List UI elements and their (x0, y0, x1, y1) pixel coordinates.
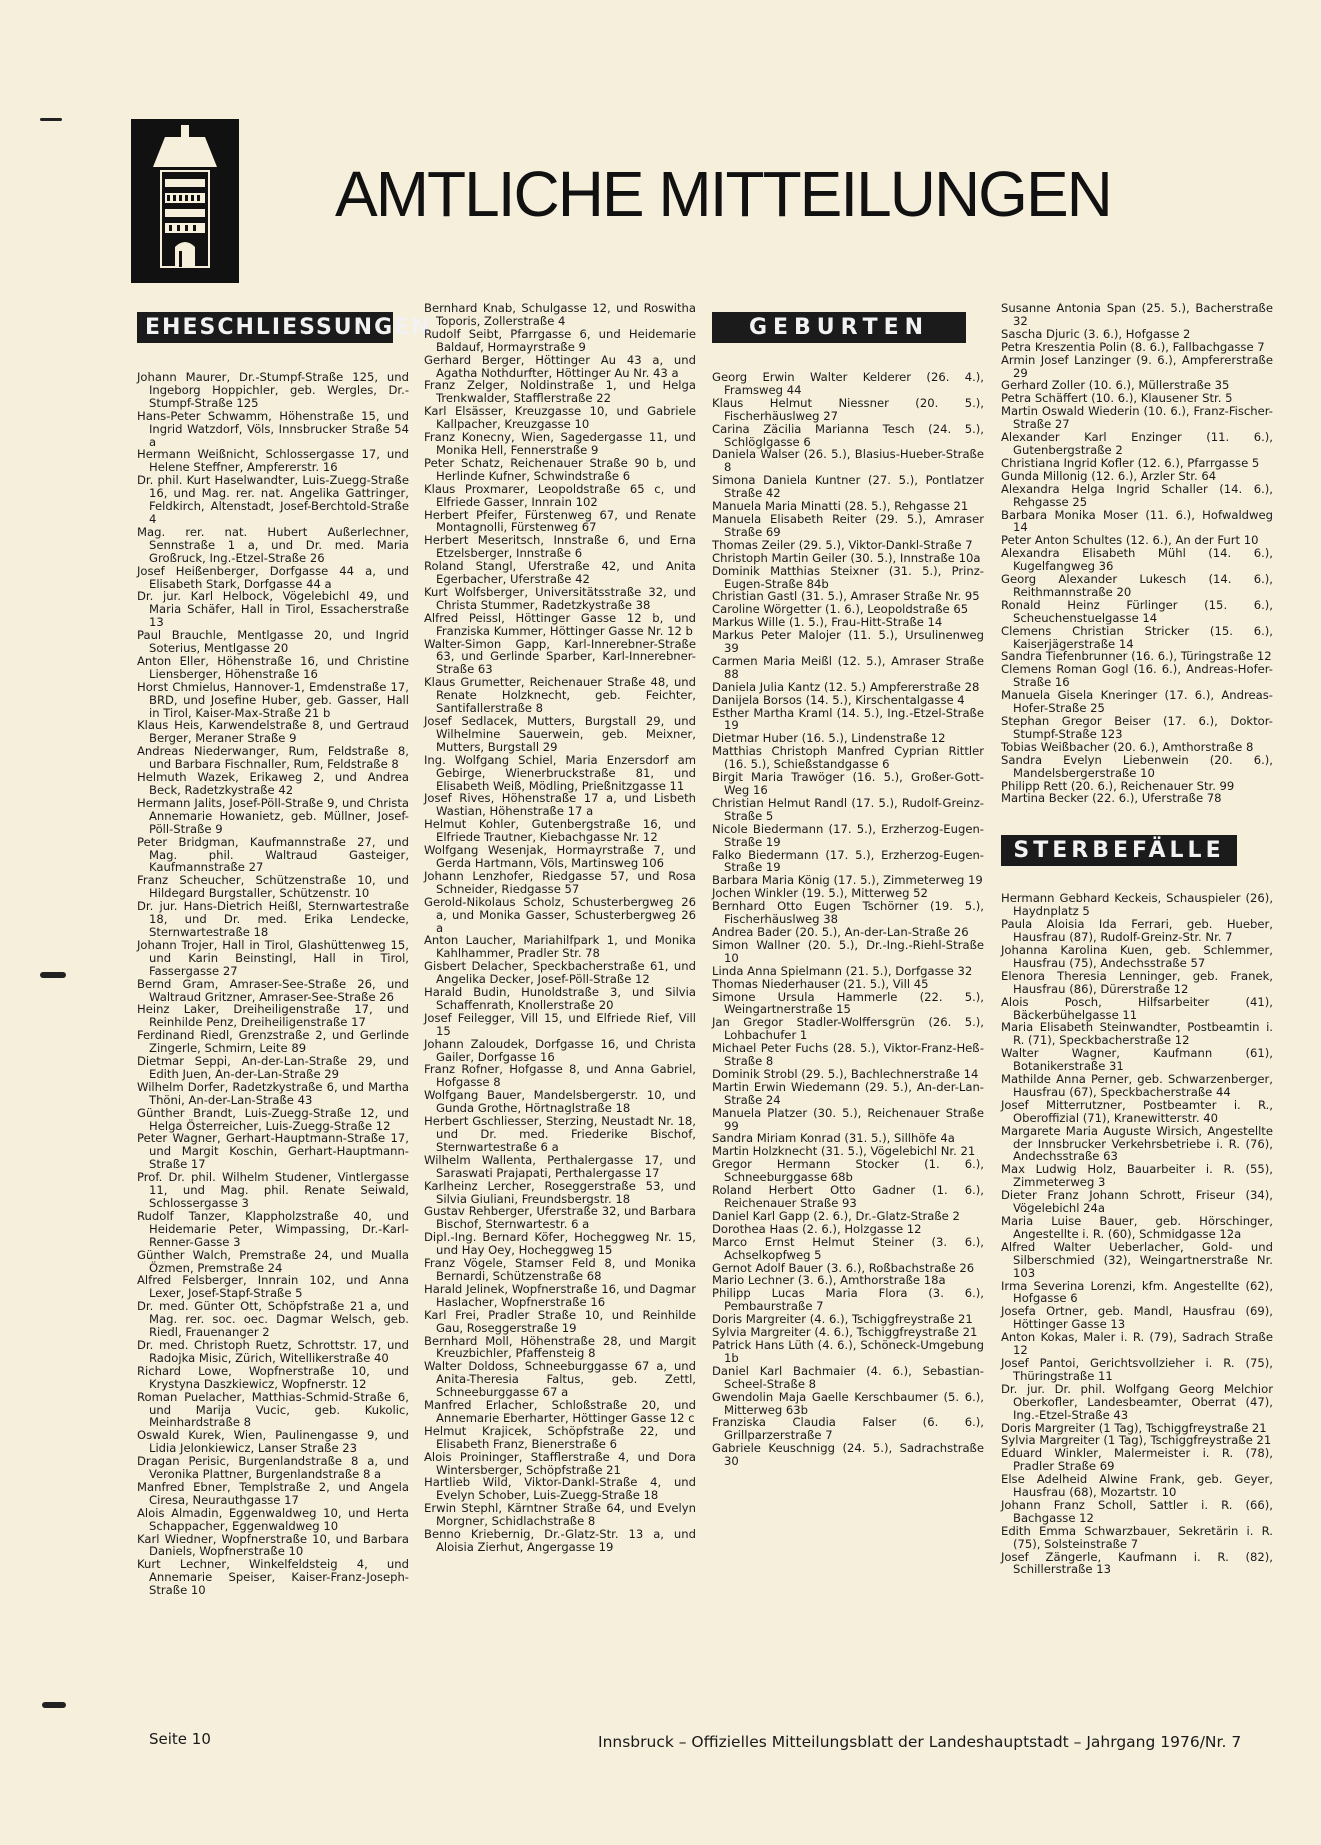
scan-mark (40, 972, 66, 978)
list-item: Klaus Proxmarer, Leopoldstraße 65 c, und Elfriede Gasser, Innrain 102 (424, 481, 696, 509)
list-item: Peter Bridgman, Kaufmannstraße 27, und Mag. phil. Waltraud Gasteiger, Kaufmannstraße 27 (137, 834, 409, 875)
list-item: Harald Jelinek, Wopfnerstraße 16, und Dagmar Haslacher, Wopfnerstraße 16 (424, 1281, 696, 1309)
tower-icon (131, 119, 239, 283)
list-item: Johann Trojer, Hall in Tirol, Glashüttenweg 15, und Karin Beinstingl, Hall in Tirol, Fassergasse 27 (137, 937, 409, 978)
list-item: Doris Margreiter (4. 6.), Tschiggfreystraße 21 (712, 1312, 973, 1327)
list-item: Peter Anton Schultes (12. 6.), An der Furt 10 (1001, 533, 1259, 548)
entries-list (712, 371, 984, 1468)
list-item: Gerhard Zoller (10. 6.), Müllerstraße 35 (1001, 378, 1230, 393)
list-item: Bernd Gram, Amraser-See-Straße 26, und Waltraud Gritzner, Amraser-See-Straße 26 (137, 976, 409, 1004)
list-item: Franz Rofner, Hofgasse 8, und Anna Gabriel, Hofgasse 8 (424, 1062, 696, 1090)
city-tower-logo (131, 119, 239, 283)
list-item: Karlheinz Lercher, Roseggerstraße 53, und Silvia Giuliani, Freundsbergstr. 18 (424, 1178, 696, 1206)
scan-mark (42, 1702, 66, 1708)
list-item: Anton Eller, Höhenstraße 16, und Christine Liensberger, Höhenstraße 16 (137, 653, 409, 681)
list-item: Gernot Adolf Bauer (3. 6.), Roßbachstraße 26 (712, 1260, 975, 1275)
list-item: Christiana Ingrid Kofler (12. 6.), Pfarrgasse 5 (1001, 455, 1260, 470)
list-item: Christoph Martin Geiler (30. 5.), Innstraße 10a (712, 550, 981, 565)
list-item: Gisbert Delacher, Speckbacherstraße 61, und Angelika Decker, Josef-Pöll-Straße 12 (424, 959, 696, 987)
list-item: Hartlieb Wild, Viktor-Dankl-Straße 4, und Evelyn Schober, Luis-Zuegg-Straße 18 (424, 1475, 696, 1503)
list-item: Karl Wiedner, Wopfnerstraße 10, und Barbara Daniels, Wopfnerstraße 10 (137, 1531, 409, 1559)
list-item: Klaus Grumetter, Reichenauer Straße 48, und Renate Holzknecht, geb. Feichter, Santifallerstraße 8 (424, 675, 696, 716)
list-item: Karl Frei, Pradler Straße 10, und Reinhilde Gau, Roseggerstraße 19 (424, 1307, 696, 1335)
list-item: Dominik Matthias Steixner (31. 5.), Prinz-Eugen-Straße 84b (712, 563, 984, 591)
list-item: Alois Proininger, Stafflerstraße 4, und Dora Wintersberger, Schöpfstraße 21 (424, 1449, 696, 1477)
list-item: Prof. Dr. phil. Wilhelm Studener, Vintlergasse 11, und Mag. phil. Renate Seiwald, Schlossergasse 3 (137, 1170, 409, 1210)
list-item: Wilhelm Dorfer, Radetzkystraße 6, und Martha Thöni, An-der-Lan-Straße 43 (137, 1079, 409, 1107)
list-item: Josef Mitterrutzner, Postbeamter i. R., Oberoffizial (71), Kranewitterstr. 40 (1001, 1097, 1273, 1125)
list-item: Daniela Walser (26. 5.), Blasius-Hueber-Straße 8 (712, 447, 984, 475)
list-item: Petra Kreszentia Polin (8. 6.), Fallbachgasse 7 (1001, 339, 1265, 354)
list-item: Petra Schäffert (10. 6.), Klausener Str. 5 (1001, 391, 1233, 406)
list-item: Manuela Platzer (30. 5.), Reichenauer Straße 99 (712, 1105, 984, 1133)
list-item: Esther Martha Kraml (14. 5.), Ing.-Etzel-Straße 19 (712, 705, 984, 733)
list-item: Armin Josef Lanzinger (9. 6.), Ampfererstraße 29 (1001, 352, 1273, 380)
list-item: Matthias Christoph Manfred Cyprian Rittler (16. 5.), Schießstandgasse 6 (712, 744, 984, 772)
list-item: Georg Alexander Lukesch (14. 6.), Reithmannstraße 20 (1001, 572, 1273, 599)
list-item: Birgit Maria Trawöger (16. 5.), Großer-Gott-Weg 16 (712, 770, 984, 797)
list-item: Ronald Heinz Fürlinger (15. 6.), Scheuchenstuelgasse 14 (1001, 597, 1273, 625)
list-item: Alfred Walter Ueberlacher, Gold- und Silberschmied (32), Weingartnerstraße Nr. 103 (1001, 1239, 1273, 1280)
list-item: Manuela Maria Minatti (28. 5.), Rehgasse 21 (712, 499, 969, 514)
list-item: Wolfgang Bauer, Mandelsbergerstr. 10, und Gunda Grothe, Hörtnaglstraße 18 (424, 1088, 696, 1116)
list-item: Gustav Rehberger, Uferstraße 32, und Barbara Bischof, Sternwartestr. 6 a (424, 1204, 696, 1232)
list-item: Horst Chmielus, Hannover-1, Emdenstraße 17, BRD, und Josefine Huber, geb. Gasser, Hall in Tirol, Kaiser-Max-Straße 21 b (137, 679, 409, 720)
column-3 (712, 300, 984, 1468)
list-item: Eduard Winkler, Malermeister i. R. (78), Pradler Straße 69 (1001, 1446, 1273, 1474)
entries-list (424, 302, 696, 1554)
list-item: Mathilde Anna Perner, geb. Schwarzenberger, Hausfrau (67), Speckbacherstraße 44 (1001, 1072, 1273, 1099)
list-item: Johann Franz Scholl, Sattler i. R. (66), Bachgasse 12 (1001, 1497, 1273, 1525)
list-item: Walter Doldoss, Schneeburggasse 67 a, und Anita-Theresia Faltus, geb. Zettl, Schneeburggasse 67 a (424, 1359, 696, 1400)
list-item: Josef Pantoi, Gerichtsvollzieher i. R. (75), Thüringstraße 11 (1001, 1355, 1273, 1383)
list-item: Georg Erwin Walter Kelderer (26. 4.), Framsweg 44 (712, 370, 984, 397)
list-item: Sylvia Margreiter (4. 6.), Tschiggfreystraße 21 (712, 1325, 978, 1340)
list-item: Patrick Hans Lüth (4. 6.), Schöneck-Umgebung 1b (712, 1337, 984, 1365)
list-item: Markus Wille (1. 5.), Frau-Hitt-Straße 14 (712, 615, 943, 630)
list-item: Thomas Zeiler (29. 5.), Viktor-Dankl-Straße 7 (712, 537, 973, 552)
list-item: Gunda Millonig (12. 6.), Arzler Str. 64 (1001, 468, 1217, 483)
list-item: Doris Margreiter (1 Tag), Tschiggfreystraße 21 (1001, 1420, 1267, 1435)
list-item: Herbert Gschliesser, Sterzing, Neustadt Nr. 18, und Dr. med. Friederike Bischof, Sternwartestraße 6 a (424, 1114, 696, 1154)
list-item: Max Ludwig Holz, Bauarbeiter i. R. (55), Zimmeterweg 3 (1001, 1162, 1273, 1190)
list-item: Herbert Pfeifer, Fürstenweg 67, und Renate Montagnolli, Fürstenweg 67 (424, 507, 696, 535)
list-item: Carina Zäcilia Marianna Tesch (24. 5.), Schlöglgasse 6 (712, 421, 984, 449)
list-item: Manfred Erlacher, Schloßstraße 20, und Annemarie Eberharter, Höttinger Gasse 12 c (424, 1398, 696, 1425)
list-item: Mario Lechner (3. 6.), Amthorstraße 18a (712, 1273, 946, 1288)
list-item: Daniel Karl Bachmaier (4. 6.), Sebastian-Scheel-Straße 8 (712, 1363, 984, 1391)
list-item: Marco Ernst Helmut Steiner (3. 6.), Achselkopfweg 5 (712, 1234, 984, 1262)
list-item: Alexandra Helga Ingrid Schaller (14. 6.), Rehgasse 25 (1001, 481, 1273, 509)
list-item: Alois Almadin, Eggenwaldweg 10, und Herta Schappacher, Eggenwaldweg 10 (137, 1505, 409, 1533)
list-item: Andreas Niederwanger, Rum, Feldstraße 8, und Barbara Fischnaller, Rum, Feldstraße 8 (137, 744, 409, 772)
list-item: Roland Herbert Otto Gadner (1. 6.), Reichenauer Straße 93 (712, 1183, 984, 1210)
list-item: Barbara Monika Moser (11. 6.), Hofwaldweg 14 (1001, 507, 1273, 535)
list-item: Kurt Wolfsberger, Universitätsstraße 32, und Christa Stummer, Radetzkystraße 38 (424, 584, 696, 612)
list-item: Dr. phil. Kurt Haselwandter, Luis-Zuegg-Straße 16, und Mag. rer. nat. Angelika Gattringer, Feldkirch, Altenstadt, Josef-Berchtold-Straße 4 (137, 473, 409, 526)
list-item: Günther Brandt, Luis-Zuegg-Straße 12, und Helga Österreicher, Luis-Zuegg-Straße 12 (137, 1105, 409, 1133)
scan-mark (40, 118, 62, 121)
list-item: Wilhelm Wallenta, Perthalergasse 17, und Saraswati Prajapati, Perthalergasse 17 (424, 1152, 696, 1180)
list-item: Günther Walch, Premstraße 24, und Mualla Özmen, Premstraße 24 (137, 1247, 409, 1275)
list-item: Wolfgang Wesenjak, Hormayrstraße 7, und Gerda Hartmann, Völs, Martinsweg 106 (424, 843, 696, 870)
list-item: Ferdinand Riedl, Grenzstraße 2, und Gerlinde Zingerle, Schmirn, Leite 89 (137, 1028, 409, 1056)
list-item: Bernhard Otto Eugen Tschörner (19. 5.), Fischerhäuslweg 38 (712, 899, 984, 927)
list-item: Gregor Hermann Stocker (1. 6.), Schneeburggasse 68b (712, 1157, 984, 1185)
list-item: Simone Ursula Hammerle (22. 5.), Weingartnerstraße 15 (712, 989, 984, 1017)
list-item: Irma Severina Lorenzi, kfm. Angestellte (62), Hofgasse 6 (1001, 1278, 1273, 1306)
list-item: Anton Laucher, Mariahilfpark 1, und Monika Kahlhammer, Pradler Str. 78 (424, 933, 696, 961)
list-item: Johann Maurer, Dr.-Stumpf-Straße 125, und Ingeborg Hoppichler, geb. Wergles, Dr.-Stumpf-Straße 125 (137, 370, 409, 410)
list-item: Rudolf Seibt, Pfarrgasse 6, und Heidemarie Baldauf, Hormayrstraße 9 (424, 326, 696, 354)
list-item: Jan Gregor Stadler-Wolffersgrün (26. 5.), Lohbachufer 1 (712, 1015, 984, 1043)
list-item: Alfred Felsberger, Innrain 102, und Anna Lexer, Josef-Stapf-Straße 5 (137, 1273, 409, 1301)
list-item: Harald Budin, Hunoldstraße 3, und Silvia Schaffenrath, Knollerstraße 20 (424, 985, 696, 1012)
list-item: Clemens Roman Gogl (16. 6.), Andreas-Hofer-Straße 16 (1001, 662, 1273, 690)
list-item: Walter-Simon Gapp, Karl-Innerebner-Straße 63, und Gerlinde Sparber, Karl-Innerebner-Straße 63 (424, 636, 696, 677)
entries-list (1001, 302, 1273, 805)
list-item: Sandra Tiefenbrunner (16. 6.), Türingstraße 12 (1001, 649, 1272, 664)
column-1 (137, 300, 432, 1598)
list-item: Franziska Claudia Falser (6. 6.), Grillparzerstraße 7 (712, 1415, 984, 1443)
list-item: Philipp Lucas Maria Flora (3. 6.), Pembaurstraße 7 (712, 1286, 984, 1314)
list-item: Alexander Karl Enzinger (11. 6.), Gutenbergstraße 2 (1001, 430, 1273, 457)
column-4 (1001, 302, 1273, 1576)
list-item: Dietmar Seppi, An-der-Lan-Straße 29, und Edith Juen, An-der-Lan-Straße 29 (137, 1054, 409, 1081)
list-item: Manfred Ebner, Templstraße 2, und Angela Ciresa, Neurauthgasse 17 (137, 1479, 409, 1507)
list-item: Heinz Laker, Dreiheiligenstraße 17, und Reinhilde Penz, Dreiheiligenstraße 17 (137, 1002, 409, 1030)
list-item: Gerhard Berger, Höttinger Au 43 a, und Agatha Nothdurfter, Höttinger Au Nr. 43 a (424, 352, 696, 380)
list-item: Hermann Weißnicht, Schlossergasse 17, und Helene Steffner, Ampfererstr. 16 (137, 447, 409, 475)
list-item: Franz Scheucher, Schützenstraße 10, und Hildegard Burgstaller, Schützenstr. 10 (137, 873, 409, 901)
list-item: Dieter Franz Johann Schrott, Friseur (34), Vögelebichl 24a (1001, 1188, 1273, 1216)
list-item: Susanne Antonia Span (25. 5.), Bacherstraße 32 (1001, 301, 1273, 328)
list-item: Caroline Wörgetter (1. 6.), Leopoldstraße 65 (712, 602, 969, 617)
entries-list (137, 371, 409, 1597)
list-item: Dr. med. Günter Ott, Schöpfstraße 21 a, und Mag. rer. soc. oec. Dagmar Welsch, geb. Riedl, Frauenanger 2 (137, 1299, 409, 1340)
section-heading-eheschliessungen: EHESCHLIESSUNGEN (137, 312, 393, 343)
list-item: Dr. med. Christoph Ruetz, Schrottstr. 17, und Radojka Misic, Zürich, Witellikerstraße 40 (137, 1337, 409, 1365)
list-item: Daniel Karl Gapp (2. 6.), Dr.-Glatz-Straße 2 (712, 1208, 960, 1223)
list-item: Oswald Kurek, Wien, Paulinengasse 9, und Lidia Jelonkiewicz, Lanser Straße 23 (137, 1428, 409, 1456)
list-item: Nicole Biedermann (17. 5.), Erzherzog-Eugen-Straße 19 (712, 821, 984, 849)
list-item: Alfred Peissl, Höttinger Gasse 12 b, und Franziska Kummer, Höttinger Gasse Nr. 12 b (424, 610, 696, 638)
list-item: Else Adelheid Alwine Frank, geb. Geyer, Hausfrau (68), Mozartstr. 10 (1001, 1472, 1273, 1500)
list-item: Franz Vögele, Stamser Feld 8, und Monika Bernardi, Schützenstraße 68 (424, 1256, 696, 1283)
list-item: Richard Lowe, Wopfnerstraße 10, und Krystyna Daszkiewicz, Wopfnerstr. 12 (137, 1363, 409, 1391)
list-item: Karl Elsässer, Kreuzgasse 10, und Gabriele Kallpacher, Kreuzgasse 10 (424, 404, 696, 432)
list-item: Maria Luise Bauer, geb. Hörschinger, Angestellte i. R. (60), Schmidgasse 12a (1001, 1214, 1273, 1241)
entries-list (1001, 892, 1273, 1576)
list-item: Manuela Gisela Kneringer (17. 6.), Andreas-Hofer-Straße 25 (1001, 688, 1273, 716)
list-item: Franz Konecny, Wien, Sagedergasse 11, und Monika Hell, Fennerstraße 9 (424, 430, 696, 457)
list-item: Markus Peter Malojer (11. 5.), Ursulinenweg 39 (712, 628, 984, 656)
list-item: Falko Biedermann (17. 5.), Erzherzog-Eugen-Straße 19 (712, 847, 984, 875)
list-item: Johanna Karolina Kuen, geb. Schlemmer, Hausfrau (75), Andechsstraße 57 (1001, 942, 1273, 970)
list-item: Michael Peter Fuchs (28. 5.), Viktor-Franz-Heß-Straße 8 (712, 1041, 984, 1069)
list-item: Sascha Djuric (3. 6.), Hofgasse 2 (1001, 326, 1191, 341)
list-item: Elenora Theresia Lenninger, geb. Franek, Hausfrau (86), Dürerstraße 12 (1001, 968, 1273, 996)
list-item: Anton Kokas, Maler i. R. (79), Sadrach Straße 12 (1001, 1330, 1273, 1358)
list-item: Dietmar Huber (16. 5.), Lindenstraße 12 (712, 731, 946, 746)
list-item: Johann Zaloudek, Dorfgasse 16, und Christa Gailer, Dorfgasse 16 (424, 1036, 696, 1064)
list-item: Margarete Maria Auguste Wirsich, Angestellte der Innsbrucker Verkehrsbetriebe i. R. (76), Andechsstraße 63 (1001, 1123, 1273, 1164)
list-item: Roman Puelacher, Matthias-Schmid-Straße 6, und Marija Vucic, geb. Kukolic, Meinhardstraße 8 (137, 1389, 409, 1430)
list-item: Hermann Jalits, Josef-Pöll-Straße 9, und Christa Annemarie Howanietz, geb. Müllner, Josef-Pöll-Straße 9 (137, 795, 409, 836)
list-item: Christian Gastl (31. 5.), Amraser Straße Nr. 95 (712, 589, 980, 604)
list-item: Josef Feilegger, Vill 15, und Elfriede Rief, Vill 15 (424, 1010, 696, 1038)
list-item: Martin Erwin Wiedemann (29. 5.), An-der-Lan-Straße 24 (712, 1079, 984, 1107)
section-heading-geburten: GEBURTEN (712, 312, 966, 343)
list-item: Dragan Perisic, Burgenlandstraße 8 a, und Veronika Plattner, Burgenlandstraße 8 a (137, 1454, 409, 1482)
list-item: Josef Rives, Höhenstraße 17 a, und Lisbeth Wastian, Höhenstraße 17 a (424, 791, 696, 819)
list-item: Carmen Maria Meißl (12. 5.), Amraser Straße 88 (712, 653, 984, 681)
list-item: Mag. rer. nat. Hubert Außerlechner, Sennstraße 1 a, und Dr. med. Maria Großruck, Ing.-Etzel-Straße 26 (137, 524, 409, 565)
list-item: Martin Holzknecht (31. 5.), Vögelebichl Nr. 21 (712, 1144, 976, 1159)
list-item: Johann Lenzhofer, Riedgasse 57, und Rosa Schneider, Riedgasse 57 (424, 868, 696, 896)
list-item: Dr. jur. Karl Helbock, Vögelebichl 49, und Maria Schäfer, Hall in Tirol, Essacherstraße 13 (137, 589, 409, 630)
list-item: Dr. jur. Dr. phil. Wolfgang Georg Melchior Oberkofler, Landesbeamter, Oberrat (47), Ing.-Etzel-Straße 43 (1001, 1381, 1273, 1422)
list-item: Sandra Miriam Konrad (31. 5.), Sillhöfe 4a (712, 1131, 955, 1146)
list-item: Gwendolin Maja Gaelle Kerschbaumer (5. 6.), Mitterweg 63b (712, 1389, 984, 1417)
list-item: Helmut Krajicek, Schöpfstraße 22, und Elisabeth Franz, Bienerstraße 6 (424, 1423, 696, 1451)
list-item: Josef Sedlacek, Mutters, Burgstall 29, und Wilhelmine Sauerwein, geb. Meixner, Mutters, Burgstall 29 (424, 714, 696, 754)
list-item: Klaus Heis, Karwendelstraße 8, und Gertraud Berger, Meraner Straße 9 (137, 718, 409, 746)
list-item: Klaus Helmut Niessner (20. 5.), Fischerhäuslweg 27 (712, 395, 984, 423)
list-item: Maria Elisabeth Steinwandter, Postbeamtin i. R. (71), Speckbacherstraße 12 (1001, 1020, 1273, 1048)
list-item: Dorothea Haas (2. 6.), Holzgasse 12 (712, 1221, 922, 1236)
list-item: Simona Daniela Kuntner (27. 5.), Pontlatzer Straße 42 (712, 473, 984, 501)
list-item: Linda Anna Spielmann (21. 5.), Dorfgasse 32 (712, 963, 973, 978)
list-item: Daniela Julia Kantz (12. 5.) Ampfererstraße 28 (712, 679, 980, 694)
page-title: AMTLICHE MITTEILUNGEN (335, 158, 1111, 230)
list-item: Christian Helmut Randl (17. 5.), Rudolf-Greinz-Straße 5 (712, 795, 984, 823)
section-heading-sterbefaelle: STERBEFÄLLE (1001, 835, 1237, 866)
list-item: Kurt Lechner, Winkelfeldsteig 4, und Annemarie Speiser, Kaiser-Franz-Joseph-Straße 10 (137, 1557, 409, 1598)
list-item: Peter Schatz, Reichenauer Straße 90 b, und Herlinde Kufner, Schwindstraße 6 (424, 455, 696, 483)
list-item: Stephan Gregor Beiser (17. 6.), Doktor-Stumpf-Straße 123 (1001, 714, 1273, 741)
list-item: Josef Zängerle, Kaufmann i. R. (82), Schillerstraße 13 (1001, 1549, 1273, 1577)
list-item: Martina Becker (22. 6.), Uferstraße 78 (1001, 791, 1222, 806)
list-item: Roland Stangl, Uferstraße 42, und Anita Egerbacher, Uferstraße 42 (424, 559, 696, 587)
list-item: Simon Wallner (20. 5.), Dr.-Ing.-Riehl-Straße 10 (712, 937, 984, 965)
list-item: Peter Wagner, Gerhart-Hauptmann-Straße 17, und Margit Koschin, Gerhart-Hauptmann-Straße 17 (137, 1131, 409, 1172)
list-item: Helmuth Wazek, Erikaweg 2, und Andrea Beck, Radetzkystraße 42 (137, 770, 409, 797)
list-item: Rudolf Tanzer, Klappholzstraße 40, und Heidemarie Peter, Wimpassing, Dr.-Karl-Renner-Gasse 3 (137, 1208, 409, 1249)
list-item: Andrea Bader (20. 5.), An-der-Lan-Straße 26 (712, 924, 969, 939)
list-item: Clemens Christian Stricker (15. 6.), Kaiserjägerstraße 14 (1001, 623, 1273, 651)
list-item: Dr. jur. Hans-Dietrich Heißl, Sternwartestraße 18, und Dr. med. Erika Lendecke, Sternwartestraße 18 (137, 899, 409, 939)
list-item: Sandra Evelyn Liebenwein (20. 6.), Mandelsbergerstraße 10 (1001, 752, 1273, 780)
list-item: Walter Wagner, Kaufmann (61), Botanikerstraße 31 (1001, 1046, 1273, 1074)
list-item: Bernhard Moll, Höhenstraße 28, und Margit Kreuzbichler, Pfaffensteig 8 (424, 1333, 696, 1361)
list-item: Tobias Weißbacher (20. 6.), Amthorstraße 8 (1001, 739, 1254, 754)
list-item: Paul Brauchle, Mentlgasse 20, und Ingrid Soterius, Mentlgasse 20 (137, 628, 409, 656)
list-item: Ing. Wolfgang Schiel, Maria Enzersdorf am Gebirge, Wienerbruckstraße 81, und Elisabeth Weiß, Mödling, Prießnitzgasse 11 (424, 752, 696, 793)
list-item: Bernhard Knab, Schulgasse 12, und Roswitha Toporis, Zollerstraße 4 (424, 301, 696, 328)
publication-footer: Innsbruck – Offizielles Mitteilungsblatt der Landeshauptstadt – Jahrgang 1976/Nr. 7 (598, 1733, 1242, 1751)
list-item: Barbara Maria König (17. 5.), Zimmeterweg 19 (712, 873, 983, 888)
list-item: Edith Emma Schwarzbauer, Sekretärin i. R. (75), Solsteinstraße 7 (1001, 1523, 1273, 1551)
list-item: Hermann Gebhard Keckeis, Schauspieler (26), Haydnplatz 5 (1001, 891, 1273, 919)
list-item: Manuela Elisabeth Reiter (29. 5.), Amraser Straße 69 (712, 511, 984, 539)
list-item: Sylvia Margreiter (1 Tag), Tschiggfreystraße 21 (1001, 1433, 1272, 1448)
page-number: Seite 10 (149, 1730, 211, 1748)
list-item: Philipp Rett (20. 6.), Reichenauer Str. 99 (1001, 778, 1235, 793)
list-item: Helmut Kohler, Gutenbergstraße 16, und Elfriede Trautner, Kiebachgasse Nr. 12 (424, 817, 696, 845)
list-item: Franz Zelger, Noldinstraße 1, und Helga Trenkwalder, Stafflerstraße 22 (424, 378, 696, 406)
list-item: Gerold-Nikolaus Scholz, Schusterbergweg 26 a, und Monika Gasser, Schusterbergweg 26 a (424, 894, 696, 935)
list-item: Alexandra Elisabeth Mühl (14. 6.), Kugelfangweg 36 (1001, 546, 1273, 574)
list-item: Erwin Stephl, Kärntner Straße 64, und Evelyn Morgner, Schidlachstraße 8 (424, 1501, 696, 1529)
list-item: Hans-Peter Schwamm, Höhenstraße 15, und Ingrid Watzdorf, Völs, Innsbrucker Straße 54 a (137, 408, 409, 449)
list-item: Dominik Strobl (29. 5.), Bachlechnerstraße 14 (712, 1066, 979, 1081)
list-item: Josefa Ortner, geb. Mandl, Hausfrau (69), Höttinger Gasse 13 (1001, 1304, 1273, 1332)
list-item: Gabriele Keuschnigg (24. 5.), Sadrachstraße 30 (712, 1441, 984, 1469)
list-item: Benno Kriebernig, Dr.-Glatz-Str. 13 a, und Aloisia Zierhut, Angergasse 19 (424, 1527, 696, 1554)
list-item: Martin Oswald Wiederin (10. 6.), Franz-Fischer-Straße 27 (1001, 404, 1273, 432)
list-item: Paula Aloisia Ida Ferrari, geb. Hueber, Hausfrau (87), Rudolf-Greinz-Str. Nr. 7 (1001, 917, 1273, 945)
list-item: Josef Heißenberger, Dorfgasse 44 a, und Elisabeth Stark, Dorfgasse 44 a (137, 563, 409, 591)
column-2 (424, 302, 696, 1554)
list-item: Alois Posch, Hilfsarbeiter (41), Bäckerbühelgasse 11 (1001, 994, 1273, 1022)
list-item: Danijela Borsos (14. 5.), Kirschentalgasse 4 (712, 692, 965, 707)
list-item: Jochen Winkler (19. 5.), Mitterweg 52 (712, 886, 928, 901)
list-item: Herbert Meseritsch, Innstraße 6, und Erna Etzelsberger, Innstraße 6 (424, 533, 696, 561)
list-item: Thomas Niederhauser (21. 5.), Vill 45 (712, 976, 929, 991)
list-item: Dipl.-Ing. Bernard Köfer, Hocheggweg Nr. 15, und Hay Oey, Hocheggweg 15 (424, 1230, 696, 1258)
